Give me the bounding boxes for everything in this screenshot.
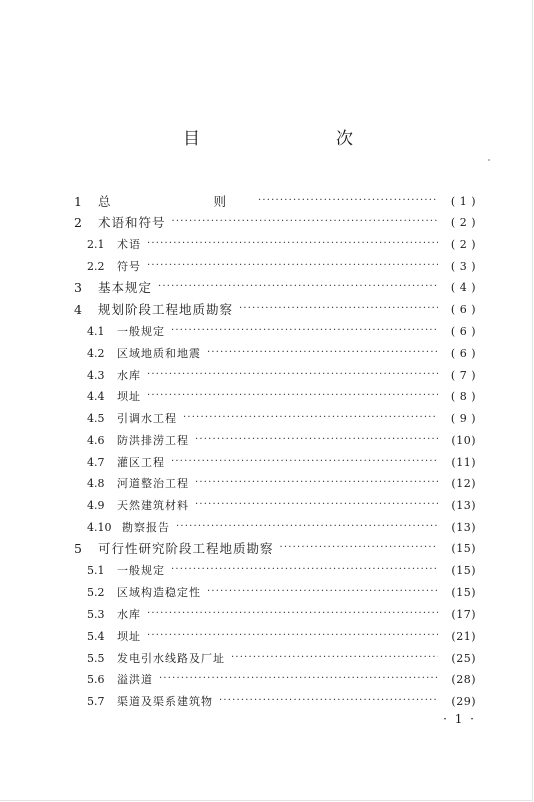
page-title: 目 次 [183, 129, 387, 149]
toc-entry-number: 4.6 [87, 433, 105, 447]
toc-entry-title: 坝址 [117, 390, 141, 403]
toc-entry-page: (28) [451, 672, 476, 686]
toc-entry-title: 灌区工程 [117, 456, 165, 469]
toc-entry-title: 引调水工程 [117, 412, 177, 425]
toc-entry-5[interactable] [74, 539, 476, 557]
toc-entry-title: 防洪排涝工程 [117, 434, 189, 447]
toc-entry-title: 区域地质和地震 [117, 347, 201, 360]
dot-leader [207, 344, 438, 362]
toc-entry-number: 2.2 [87, 259, 105, 273]
dot-leader [171, 322, 438, 340]
toc-entry-number: 5.2 [87, 585, 105, 599]
dot-leader [183, 409, 438, 427]
dot-leader [258, 192, 438, 210]
toc-entry-page: ( 4 ) [450, 280, 476, 294]
dot-leader [231, 649, 438, 667]
toc-entry-title: 发电引水线路及厂址 [117, 652, 225, 665]
dot-leader [147, 605, 438, 623]
toc-entry-5-6[interactable] [87, 670, 476, 688]
toc-entry-title: 天然建筑材料 [117, 499, 189, 512]
toc-entry-title: 河道整治工程 [117, 477, 189, 490]
toc-entry-4-10[interactable] [87, 518, 476, 536]
toc-entry-number: 1 [74, 193, 82, 209]
toc-entry-5-2[interactable] [87, 583, 476, 601]
toc-entry-page: (10) [451, 433, 476, 447]
toc-entry-number: 4.4 [87, 389, 105, 403]
toc-entry-number: 5.3 [87, 607, 105, 621]
toc-entry-number: 4.10 [87, 520, 112, 534]
toc-entry-title: 渠道及渠系建筑物 [117, 695, 213, 708]
dot-leader [159, 670, 438, 688]
toc-entry-page: (25) [451, 651, 476, 665]
toc-entry-2-2[interactable] [87, 257, 476, 275]
toc-entry-5-4[interactable] [87, 627, 476, 645]
toc-entry-page: (21) [451, 629, 476, 643]
toc-entry-number: 4.5 [87, 411, 105, 425]
toc-entry-title: 术语 [117, 238, 141, 251]
toc-entry-title: 一般规定 [117, 564, 165, 577]
toc-entry-1[interactable] [74, 192, 476, 210]
toc-entry-title: 水库 [117, 608, 141, 621]
toc-entry-page: ( 9 ) [450, 411, 476, 425]
toc-entry-title: 勘察报告 [122, 521, 170, 534]
toc-entry-number: 4.1 [87, 324, 105, 338]
dot-leader [207, 583, 438, 601]
toc-entry-page: ( 6 ) [450, 302, 476, 316]
dot-leader [280, 539, 438, 557]
dot-leader [195, 474, 438, 492]
toc-entry-5-7[interactable] [87, 692, 476, 710]
dot-leader [195, 431, 438, 449]
toc-entry-title: 符号 [117, 260, 141, 273]
scan-speck [488, 159, 490, 161]
toc-entry-title: 坝址 [117, 630, 141, 643]
toc-entry-page: ( 6 ) [450, 324, 476, 338]
toc-entry-title: 水库 [117, 369, 141, 382]
toc-entry-4-2[interactable] [87, 344, 476, 362]
toc-entry-number: 5.7 [87, 694, 105, 708]
toc-entry-number: 5.1 [87, 563, 105, 577]
toc-entry-title: 溢洪道 [117, 673, 153, 686]
toc-entry-number: 4.3 [87, 368, 105, 382]
toc-entry-4-8[interactable] [87, 474, 476, 492]
toc-entry-number: 4.9 [87, 498, 105, 512]
toc-entry-page: (11) [451, 455, 476, 469]
dot-leader [195, 496, 438, 514]
toc-entry-number: 3 [74, 279, 82, 295]
dot-leader [147, 235, 438, 253]
dot-leader [147, 366, 438, 384]
toc-entry-4-5[interactable] [87, 409, 476, 427]
toc-entry-4-4[interactable] [87, 387, 476, 405]
toc-entry-page: (15) [451, 585, 476, 599]
dot-leader [147, 257, 438, 275]
toc-entry-page: (13) [451, 520, 476, 534]
toc-entry-3[interactable] [74, 278, 476, 296]
toc-entry-5-1[interactable] [87, 561, 476, 579]
toc-entry-title: 一般规定 [117, 325, 165, 338]
toc-entry-page: ( 7 ) [450, 368, 476, 382]
toc-entry-4[interactable] [74, 300, 476, 318]
toc-entry-5-3[interactable] [87, 605, 476, 623]
toc-entry-page: ( 2 ) [450, 215, 476, 229]
toc-entry-2[interactable] [74, 213, 476, 231]
dot-leader [147, 387, 438, 405]
dot-leader [239, 300, 438, 318]
toc-entry-title: 术语和符号 [98, 215, 166, 230]
toc-entry-number: 5 [74, 540, 82, 556]
toc-entry-4-3[interactable] [87, 366, 476, 384]
footer-page-number: · 1 · [443, 712, 476, 726]
toc-entry-5-5[interactable] [87, 649, 476, 667]
toc-entry-page: (13) [451, 498, 476, 512]
toc-entry-2-1[interactable] [87, 235, 476, 253]
dot-leader [171, 561, 438, 579]
toc-entry-4-7[interactable] [87, 453, 476, 471]
toc-entry-title: 区域构造稳定性 [117, 586, 201, 599]
toc-entry-number: 4.8 [87, 476, 105, 490]
dot-leader [171, 453, 438, 471]
toc-entry-page: ( 2 ) [450, 237, 476, 251]
toc-entry-page: (17) [451, 607, 476, 621]
toc-entry-number: 5.4 [87, 629, 105, 643]
toc-entry-title: 可行性研究阶段工程地质勘察 [98, 541, 274, 556]
toc-entry-4-6[interactable] [87, 431, 476, 449]
toc-entry-number: 4.2 [87, 346, 105, 360]
toc-entry-number: 4 [74, 301, 82, 317]
toc-entry-number: 2.1 [87, 237, 105, 251]
toc-entry-page: (29) [451, 694, 476, 708]
toc-entry-page: ( 6 ) [450, 346, 476, 360]
toc-entry-page: ( 3 ) [450, 259, 476, 273]
dot-leader [172, 213, 438, 231]
dot-leader [176, 518, 438, 536]
toc-entry-page: ( 8 ) [450, 389, 476, 403]
toc-entry-page: (12) [451, 476, 476, 490]
toc-entry-4-1[interactable] [87, 322, 476, 340]
toc-entry-number: 5.6 [87, 672, 105, 686]
dot-leader [147, 627, 438, 645]
toc-entry-number: 5.5 [87, 651, 105, 665]
toc-entry-page: (15) [451, 563, 476, 577]
dot-leader [158, 278, 438, 296]
toc-entry-page: ( 1 ) [450, 194, 476, 208]
toc-entry-title: 基本规定 [98, 280, 153, 295]
toc-entry-title: 总 则 [98, 194, 253, 209]
toc-entry-title: 规划阶段工程地质勘察 [98, 302, 234, 317]
toc-entry-page: (15) [451, 541, 476, 555]
toc-entry-number: 2 [74, 214, 82, 230]
dot-leader [219, 692, 438, 710]
toc-entry-number: 4.7 [87, 455, 105, 469]
toc-entry-4-9[interactable] [87, 496, 476, 514]
